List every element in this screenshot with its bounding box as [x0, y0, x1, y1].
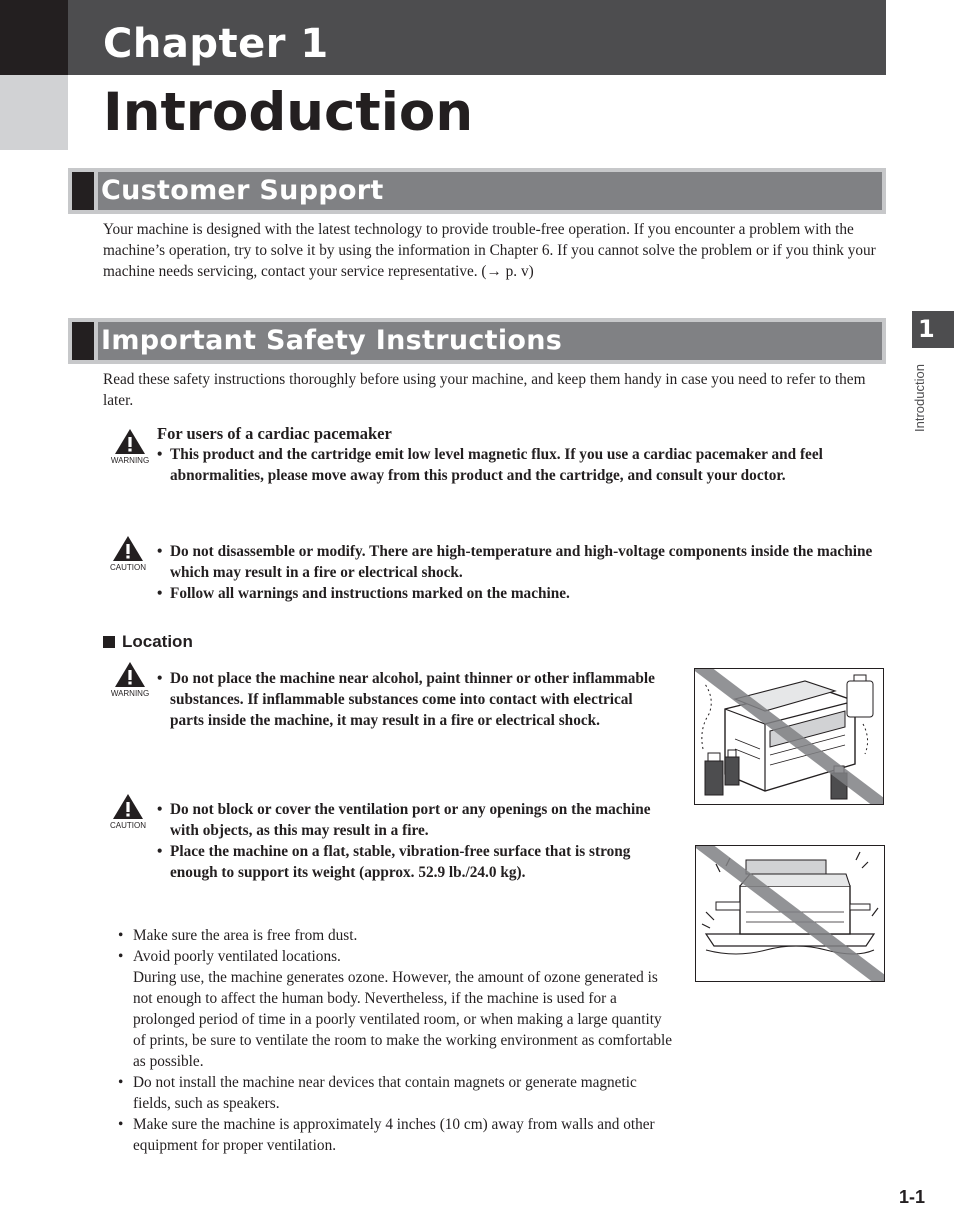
- chapter-header-grey-block: [0, 75, 68, 150]
- warning-label: WARNING: [110, 456, 150, 465]
- chapter-tab-label: Introduction: [912, 364, 927, 432]
- page-number: 1-1: [899, 1187, 926, 1207]
- caution-list: [157, 541, 881, 604]
- section-header-customer-support: [68, 168, 886, 214]
- list-item: • Place the machine on a flat, stable, vibration-free surface that is strong enough to support its weight (approx. 52.9 lb./24.0 kg).: [157, 841, 657, 883]
- location-warning-list: [157, 668, 657, 731]
- section-title: Customer Support: [101, 175, 384, 206]
- section-header-safety-instructions: [68, 318, 886, 364]
- caution-symbol: [108, 793, 148, 831]
- safety-intro-text: Read these safety instructions thoroughly before using your machine, and keep them handy in case you need to refer to them later.: [103, 371, 866, 409]
- figure-flammables-prohibited: [694, 668, 884, 805]
- list-item: • Do not block or cover the ventilation port or any openings on the machine with objects, as this may result in a fire.: [157, 799, 657, 841]
- caution-symbol: [108, 535, 148, 573]
- figure-unstable-surface-prohibited: [695, 845, 885, 982]
- list-item: • This product and the cartridge emit low level magnetic flux. If you use a cardiac pacemaker and feel abnormalities, please move away from this product and the cartridge, and consult your doctor.: [157, 444, 881, 486]
- warning-triangle-icon: [114, 661, 146, 688]
- chapter-header-corner: [0, 0, 68, 75]
- list-item: • Do not place the machine near alcohol, paint thinner or other inflammable substances. If inflammable substances come into contact with electrical parts inside the machine, it may result in a fire or electrical shock.: [157, 668, 657, 731]
- section-title: Important Safety Instructions: [101, 325, 563, 356]
- machine-unstable-surface-illustration: [696, 846, 884, 981]
- location-heading: Location: [103, 631, 193, 653]
- warning-symbol: [110, 428, 150, 466]
- list-item: • Avoid poorly ventilated locations. During use, the machine generates ozone. However, the amount of ozone generated is not enough to affect the human body. Nevertheless, if the machine is used for a prolonged period of time in a poorly ventilated room, or when making a large quantity of prints, be sure to ventilate the room to make the working environment as comfortable as possible.: [118, 946, 673, 1072]
- location-caution-list: [157, 799, 657, 883]
- chapter-tab: 1: [912, 311, 954, 348]
- list-item: • Make sure the area is free from dust.: [118, 925, 673, 946]
- list-item: • Follow all warnings and instructions marked on the machine.: [157, 583, 881, 604]
- caution-label: CAUTION: [110, 563, 146, 572]
- warning-symbol: [110, 661, 150, 699]
- caution-label: CAUTION: [110, 821, 146, 830]
- caution-triangle-icon: [112, 535, 144, 562]
- pacemaker-list: [157, 444, 881, 486]
- machine-near-flammables-illustration: [695, 669, 883, 804]
- list-item: • Do not disassemble or modify. There are high-temperature and high-voltage components inside the machine which may result in a fire or electrical shock.: [157, 541, 881, 583]
- list-item: • Make sure the machine is approximately 4 inches (10 cm) away from walls and other equipment for proper ventilation.: [118, 1114, 673, 1156]
- chapter-label: Chapter 1: [103, 21, 329, 67]
- customer-support-text: Your machine is designed with the latest technology to provide trouble-free operation. If you encounter a problem with the machine’s operation, try to solve it by using the information in Chapter 6. If you cannot solve the problem or if you think your machine needs servicing, contact your service representative. (→ p. v): [103, 221, 876, 280]
- caution-triangle-icon: [112, 793, 144, 820]
- warning-triangle-icon: [114, 428, 146, 455]
- list-item: • Do not install the machine near devices that contain magnets or generate magnetic fields, such as speakers.: [118, 1072, 673, 1114]
- chapter-title: Introduction: [103, 82, 474, 143]
- square-bullet-icon: [103, 636, 115, 648]
- location-general-list: [118, 925, 673, 1156]
- warning-label: WARNING: [110, 689, 150, 698]
- pacemaker-heading: For users of a cardiac pacemaker: [157, 424, 392, 443]
